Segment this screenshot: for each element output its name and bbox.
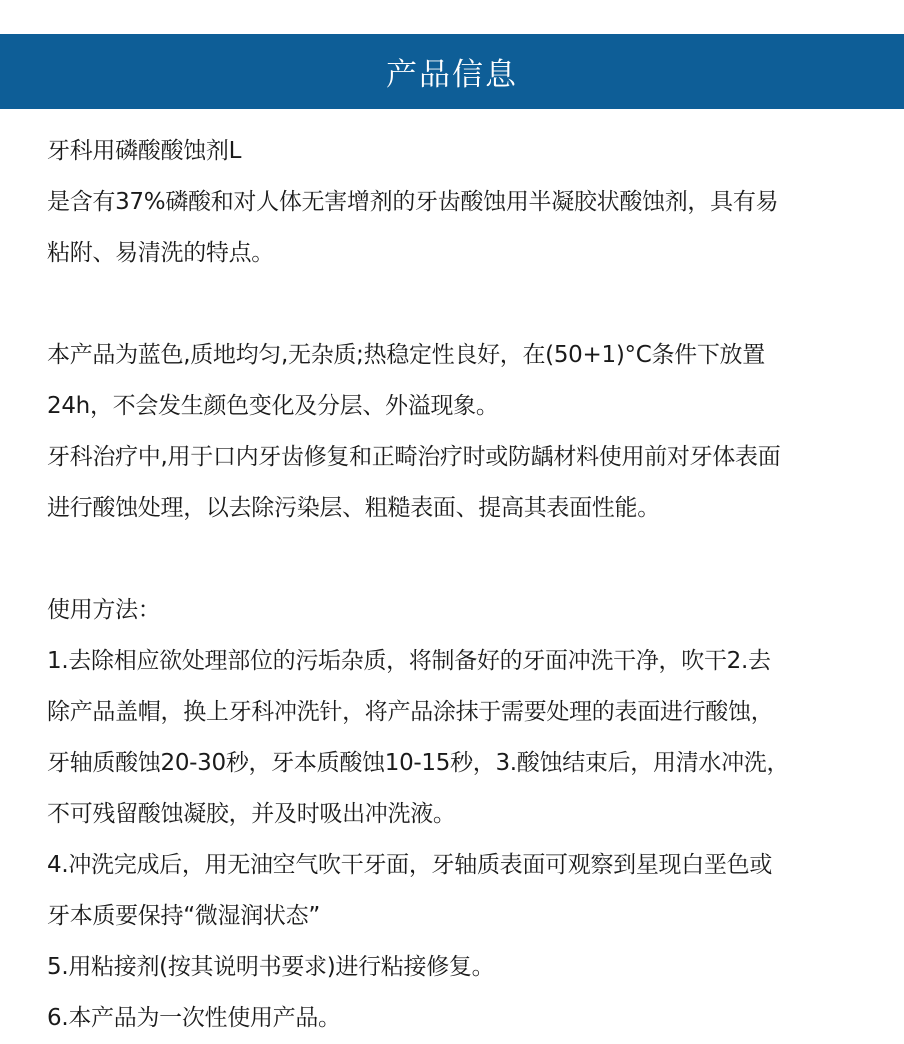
text-line: 进行酸蚀处理，以去除污染层、粗糙表面、提高其表面性能。 [47, 495, 660, 521]
section-title: 产品信息 [386, 57, 518, 93]
text-line: 本产品为蓝色,质地均匀,无杂质;热稳定性良好，在(50+1)°C条件下放置 [47, 342, 765, 368]
blank-line [47, 534, 877, 585]
text-line: 24h，不会发生颜色变化及分层、外溢现象。 [47, 393, 499, 419]
text-line: 牙科用磷酸酸蚀剂L [47, 138, 242, 164]
text-line: 4.冲洗完成后，用无油空气吹干牙面，牙轴质表面可观察到星现白垩色或 [47, 852, 773, 878]
product-info-body [47, 126, 877, 1044]
blank-line [47, 279, 877, 330]
section-header [0, 34, 904, 109]
text-line: 5.用粘接剂(按其说明书要求)进行粘接修复。 [47, 954, 495, 980]
text-line: 不可残留酸蚀凝胶，并及时吸出冲洗液。 [47, 801, 456, 827]
text-line: 除产品盖帽，换上牙科冲洗针，将产品涂抹于需要处理的表面进行酸蚀， [47, 699, 774, 725]
text-line: 牙科治疗中,用于口内牙齿修复和正畸治疗时或防龋材料使用前对牙体表面 [47, 444, 781, 470]
usage-heading: 使用方法： [47, 597, 161, 623]
text-line: 牙轴质酸蚀20-30秒，牙本质酸蚀10-15秒，3.酸蚀结束后，用清水冲洗， [47, 750, 790, 776]
text-line: 粘附、易清洗的特点。 [47, 240, 275, 266]
text-line: 牙本质要保持“微湿润状态” [47, 903, 320, 929]
text-line: 1.去除相应欲处理部位的污垢杂质，将制备好的牙面冲洗干净，吹干2.去 [47, 648, 771, 674]
text-line: 6.本产品为一次性使用产品。 [47, 1005, 341, 1031]
text-line: 是含有37%磷酸和对人体无害增剂的牙齿酸蚀用半凝胶状酸蚀剂，具有易 [47, 189, 779, 215]
